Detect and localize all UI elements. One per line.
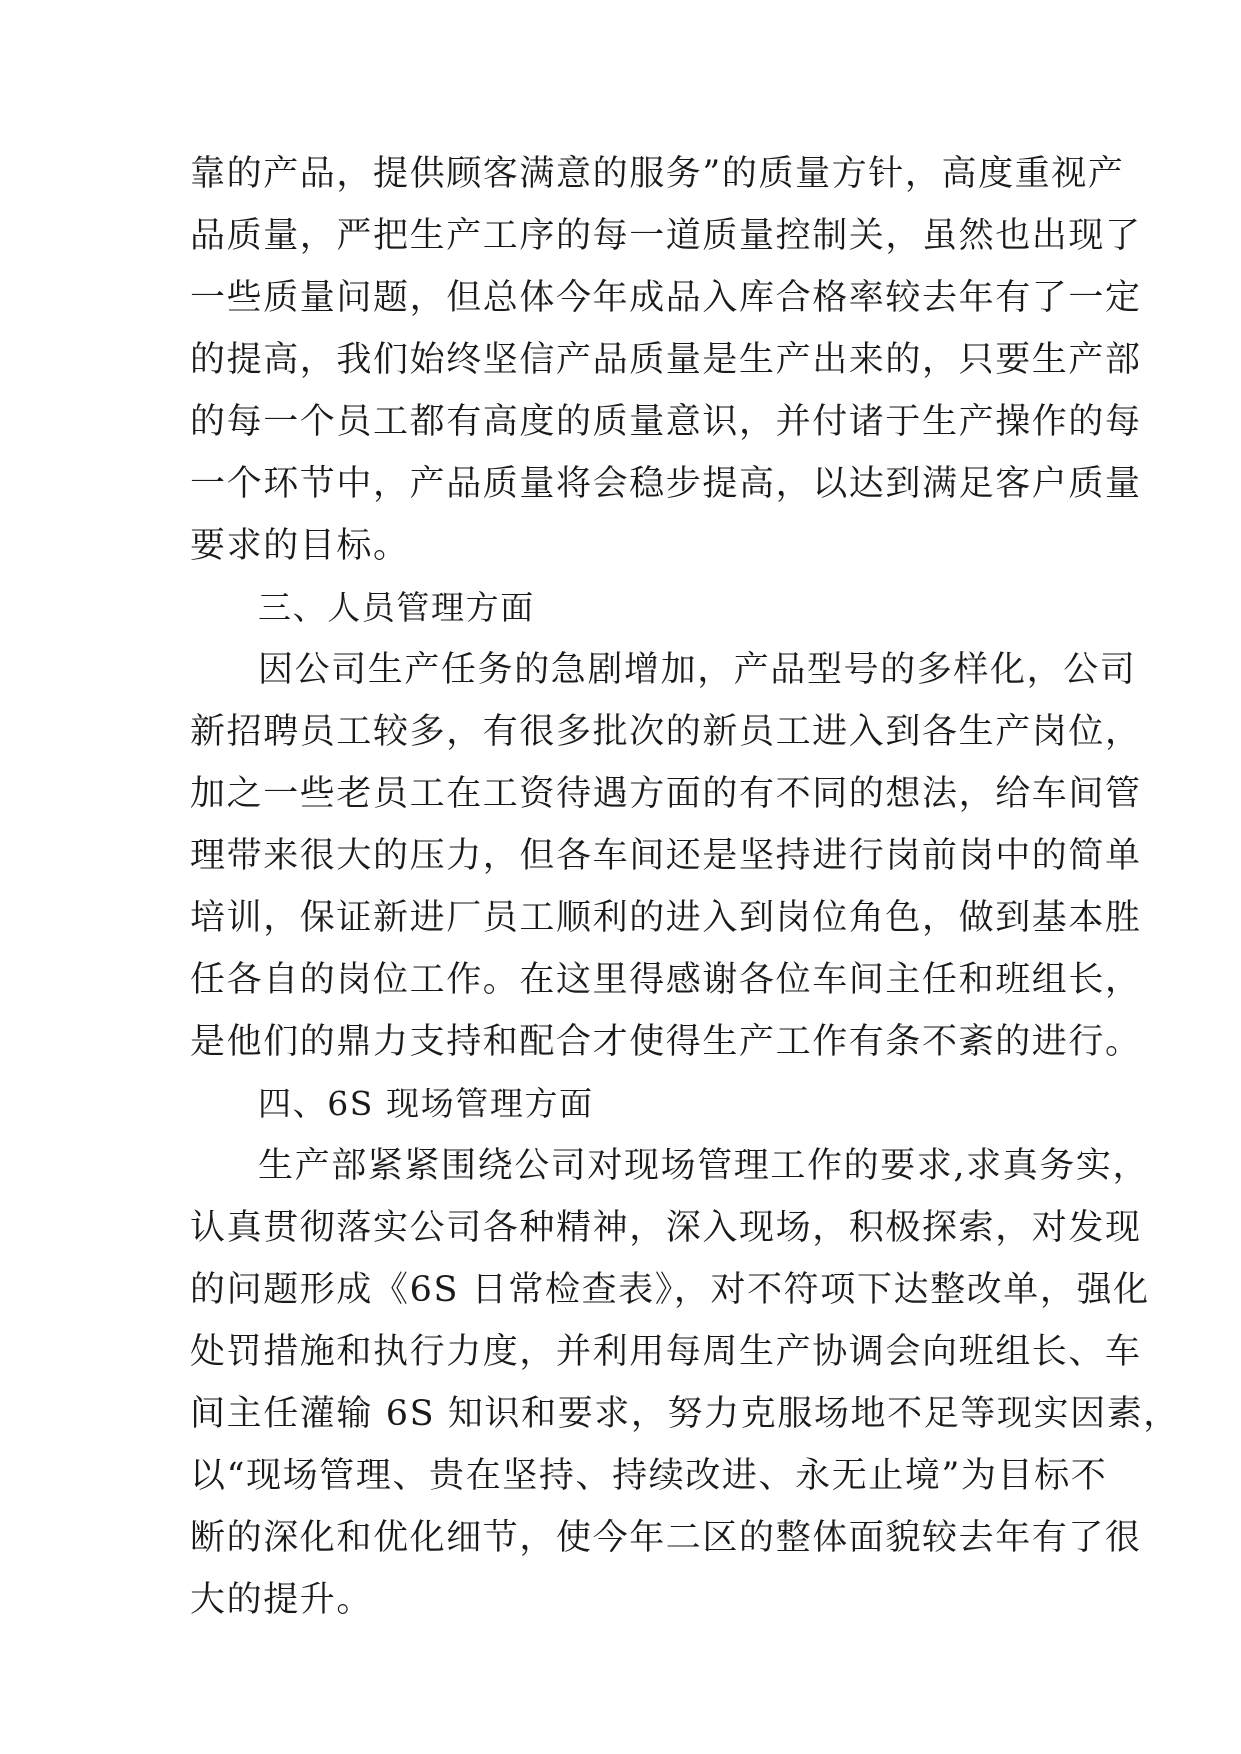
body-text-line: 靠的产品，提供顾客满意的服务”的质量方针，高度重视产 bbox=[190, 154, 1125, 194]
body-text-line: 新招聘员工较多，有很多批次的新员工进入到各生产岗位， bbox=[190, 712, 1142, 752]
body-text-line: 以“现场管理、贵在坚持、持续改进、永无止境”为目标不 bbox=[190, 1456, 1108, 1496]
section-heading-personnel: 三、人员管理方面 bbox=[258, 588, 535, 627]
body-text-line: 的问题形成《6S 日常检查表》，对不符项下达整改单，强化 bbox=[190, 1270, 1150, 1310]
body-text-line: 间主任灌输 6S 知识和要求，努力克服场地不足等现实因素， bbox=[190, 1394, 1180, 1434]
body-text-line: 是他们的鼎力支持和配合才使得生产工作有条不紊的进行。 bbox=[190, 1022, 1142, 1062]
body-text-line: 的每一个员工都有高度的质量意识，并付诸于生产操作的每 bbox=[190, 402, 1142, 442]
body-text-line: 断的深化和优化细节，使今年二区的整体面貌较去年有了很 bbox=[190, 1518, 1142, 1558]
body-text-line: 品质量，严把生产工序的每一道质量控制关，虽然也出现了 bbox=[190, 216, 1142, 256]
body-text-line: 任各自的岗位工作。在这里得感谢各位车间主任和班组长， bbox=[190, 960, 1142, 1000]
body-text-line: 一个环节中，产品质量将会稳步提高，以达到满足客户质量 bbox=[190, 464, 1142, 504]
body-text-line: 认真贯彻落实公司各种精神，深入现场，积极探索，对发现 bbox=[190, 1208, 1142, 1248]
body-text-line: 大的提升。 bbox=[190, 1580, 374, 1620]
body-text-line: 加之一些老员工在工资待遇方面的有不同的想法，给车间管 bbox=[190, 774, 1142, 814]
body-text-line: 一些质量问题，但总体今年成品入库合格率较去年有了一定 bbox=[190, 278, 1142, 318]
body-text-line: 因公司生产任务的急剧增加，产品型号的多样化，公司 bbox=[258, 650, 1137, 690]
body-text-line: 培训，保证新进厂员工顺利的进入到岗位角色，做到基本胜 bbox=[190, 898, 1142, 938]
body-text-line: 要求的目标。 bbox=[190, 526, 410, 566]
section-heading-6s: 四、6S 现场管理方面 bbox=[258, 1084, 594, 1123]
body-text-line: 生产部紧紧围绕公司对现场管理工作的要求,求真务实， bbox=[258, 1146, 1150, 1186]
body-text-line: 的提高，我们始终坚信产品质量是生产出来的，只要生产部 bbox=[190, 340, 1142, 380]
body-text-line: 理带来很大的压力，但各车间还是坚持进行岗前岗中的简单 bbox=[190, 836, 1142, 876]
body-text-line: 处罚措施和执行力度，并利用每周生产协调会向班组长、车 bbox=[190, 1332, 1142, 1372]
